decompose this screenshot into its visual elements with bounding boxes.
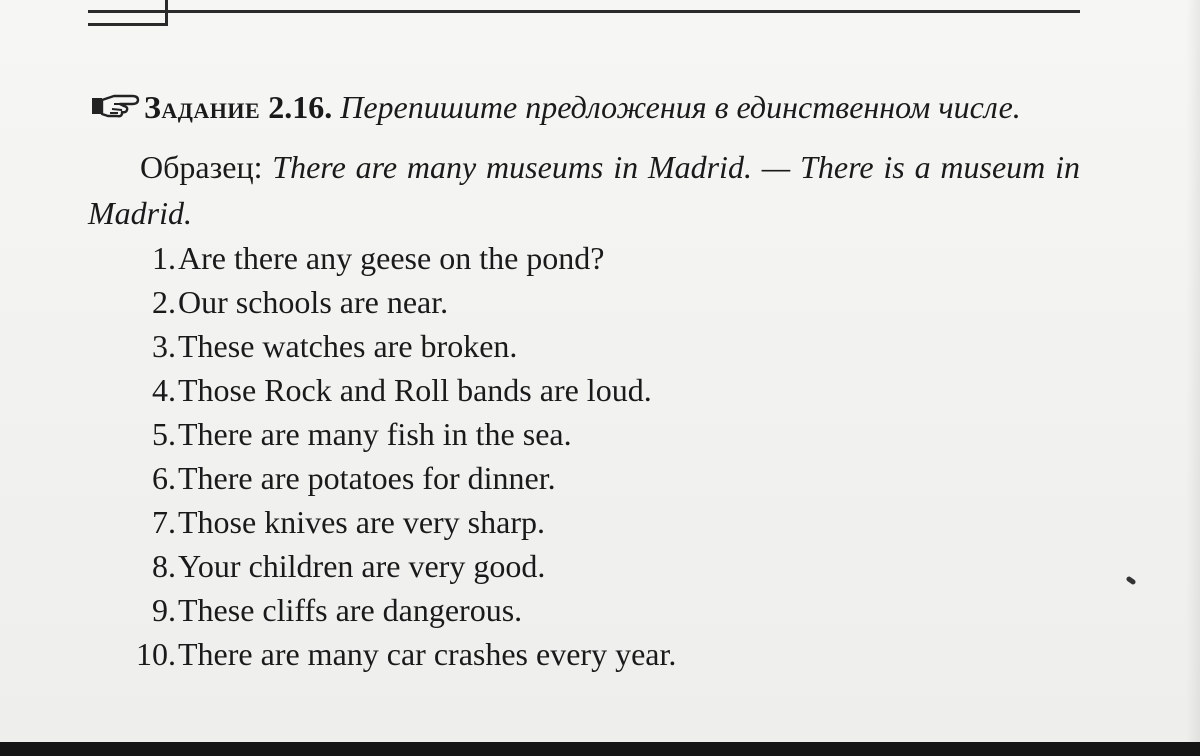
header-rule [88, 10, 1080, 13]
exercise-number: 10. [136, 636, 176, 672]
task-label: Задание [144, 89, 261, 125]
exercise-item [88, 632, 1080, 676]
exercise-item [88, 412, 1080, 456]
exercise-sentence: Those Rock and Roll bands are loud. [178, 372, 652, 408]
exercise-number: 5. [152, 416, 176, 452]
exercise-number: 1. [152, 240, 176, 276]
exercise-number: 9. [152, 592, 176, 628]
exercise-item [88, 280, 1080, 324]
pointing-hand-icon [88, 92, 140, 120]
exercise-item [88, 544, 1080, 588]
exercise-sentence: There are many car crashes every year. [178, 636, 677, 672]
example-label: Образец: [140, 149, 263, 185]
exercise-sentence: There are many fish in the sea. [178, 416, 572, 452]
exercise-item [88, 236, 1080, 280]
exercise-number: 2. [152, 284, 176, 320]
exercise-sentence: These cliffs are dangerous. [178, 592, 523, 628]
exercise-sentence: Your children are very good. [178, 548, 546, 584]
exercise-sentence: These watches are broken. [178, 328, 518, 364]
exercise-number: 6. [152, 460, 176, 496]
header-tab-frame [88, 0, 168, 26]
task-number: 2.16. [268, 89, 333, 125]
exercise-sentence: Our schools are near. [178, 284, 449, 320]
page-content [88, 84, 1080, 676]
exercise-number: 3. [152, 328, 176, 364]
task-heading [88, 84, 1080, 130]
example-block [88, 144, 1080, 236]
exercise-item [88, 324, 1080, 368]
scan-bottom-edge [0, 742, 1200, 756]
exercise-number: 8. [152, 548, 176, 584]
exercise-number: 4. [152, 372, 176, 408]
exercise-item [88, 500, 1080, 544]
example-text: There are many museums in Madrid. — There is a museum in Madrid. [88, 149, 1081, 231]
exercise-item [88, 456, 1080, 500]
task-instruction: Перепишите предложения в единственном числе. [340, 89, 1021, 125]
exercise-item [88, 588, 1080, 632]
page-edge-shadow [1186, 0, 1200, 742]
exercise-sentence: There are potatoes for dinner. [178, 460, 556, 496]
exercise-sentence: Those knives are very sharp. [178, 504, 545, 540]
exercise-sentence: Are there any geese on the pond? [178, 240, 605, 276]
exercise-number: 7. [152, 504, 176, 540]
exercise-item [88, 368, 1080, 412]
exercise-list [88, 236, 1080, 676]
